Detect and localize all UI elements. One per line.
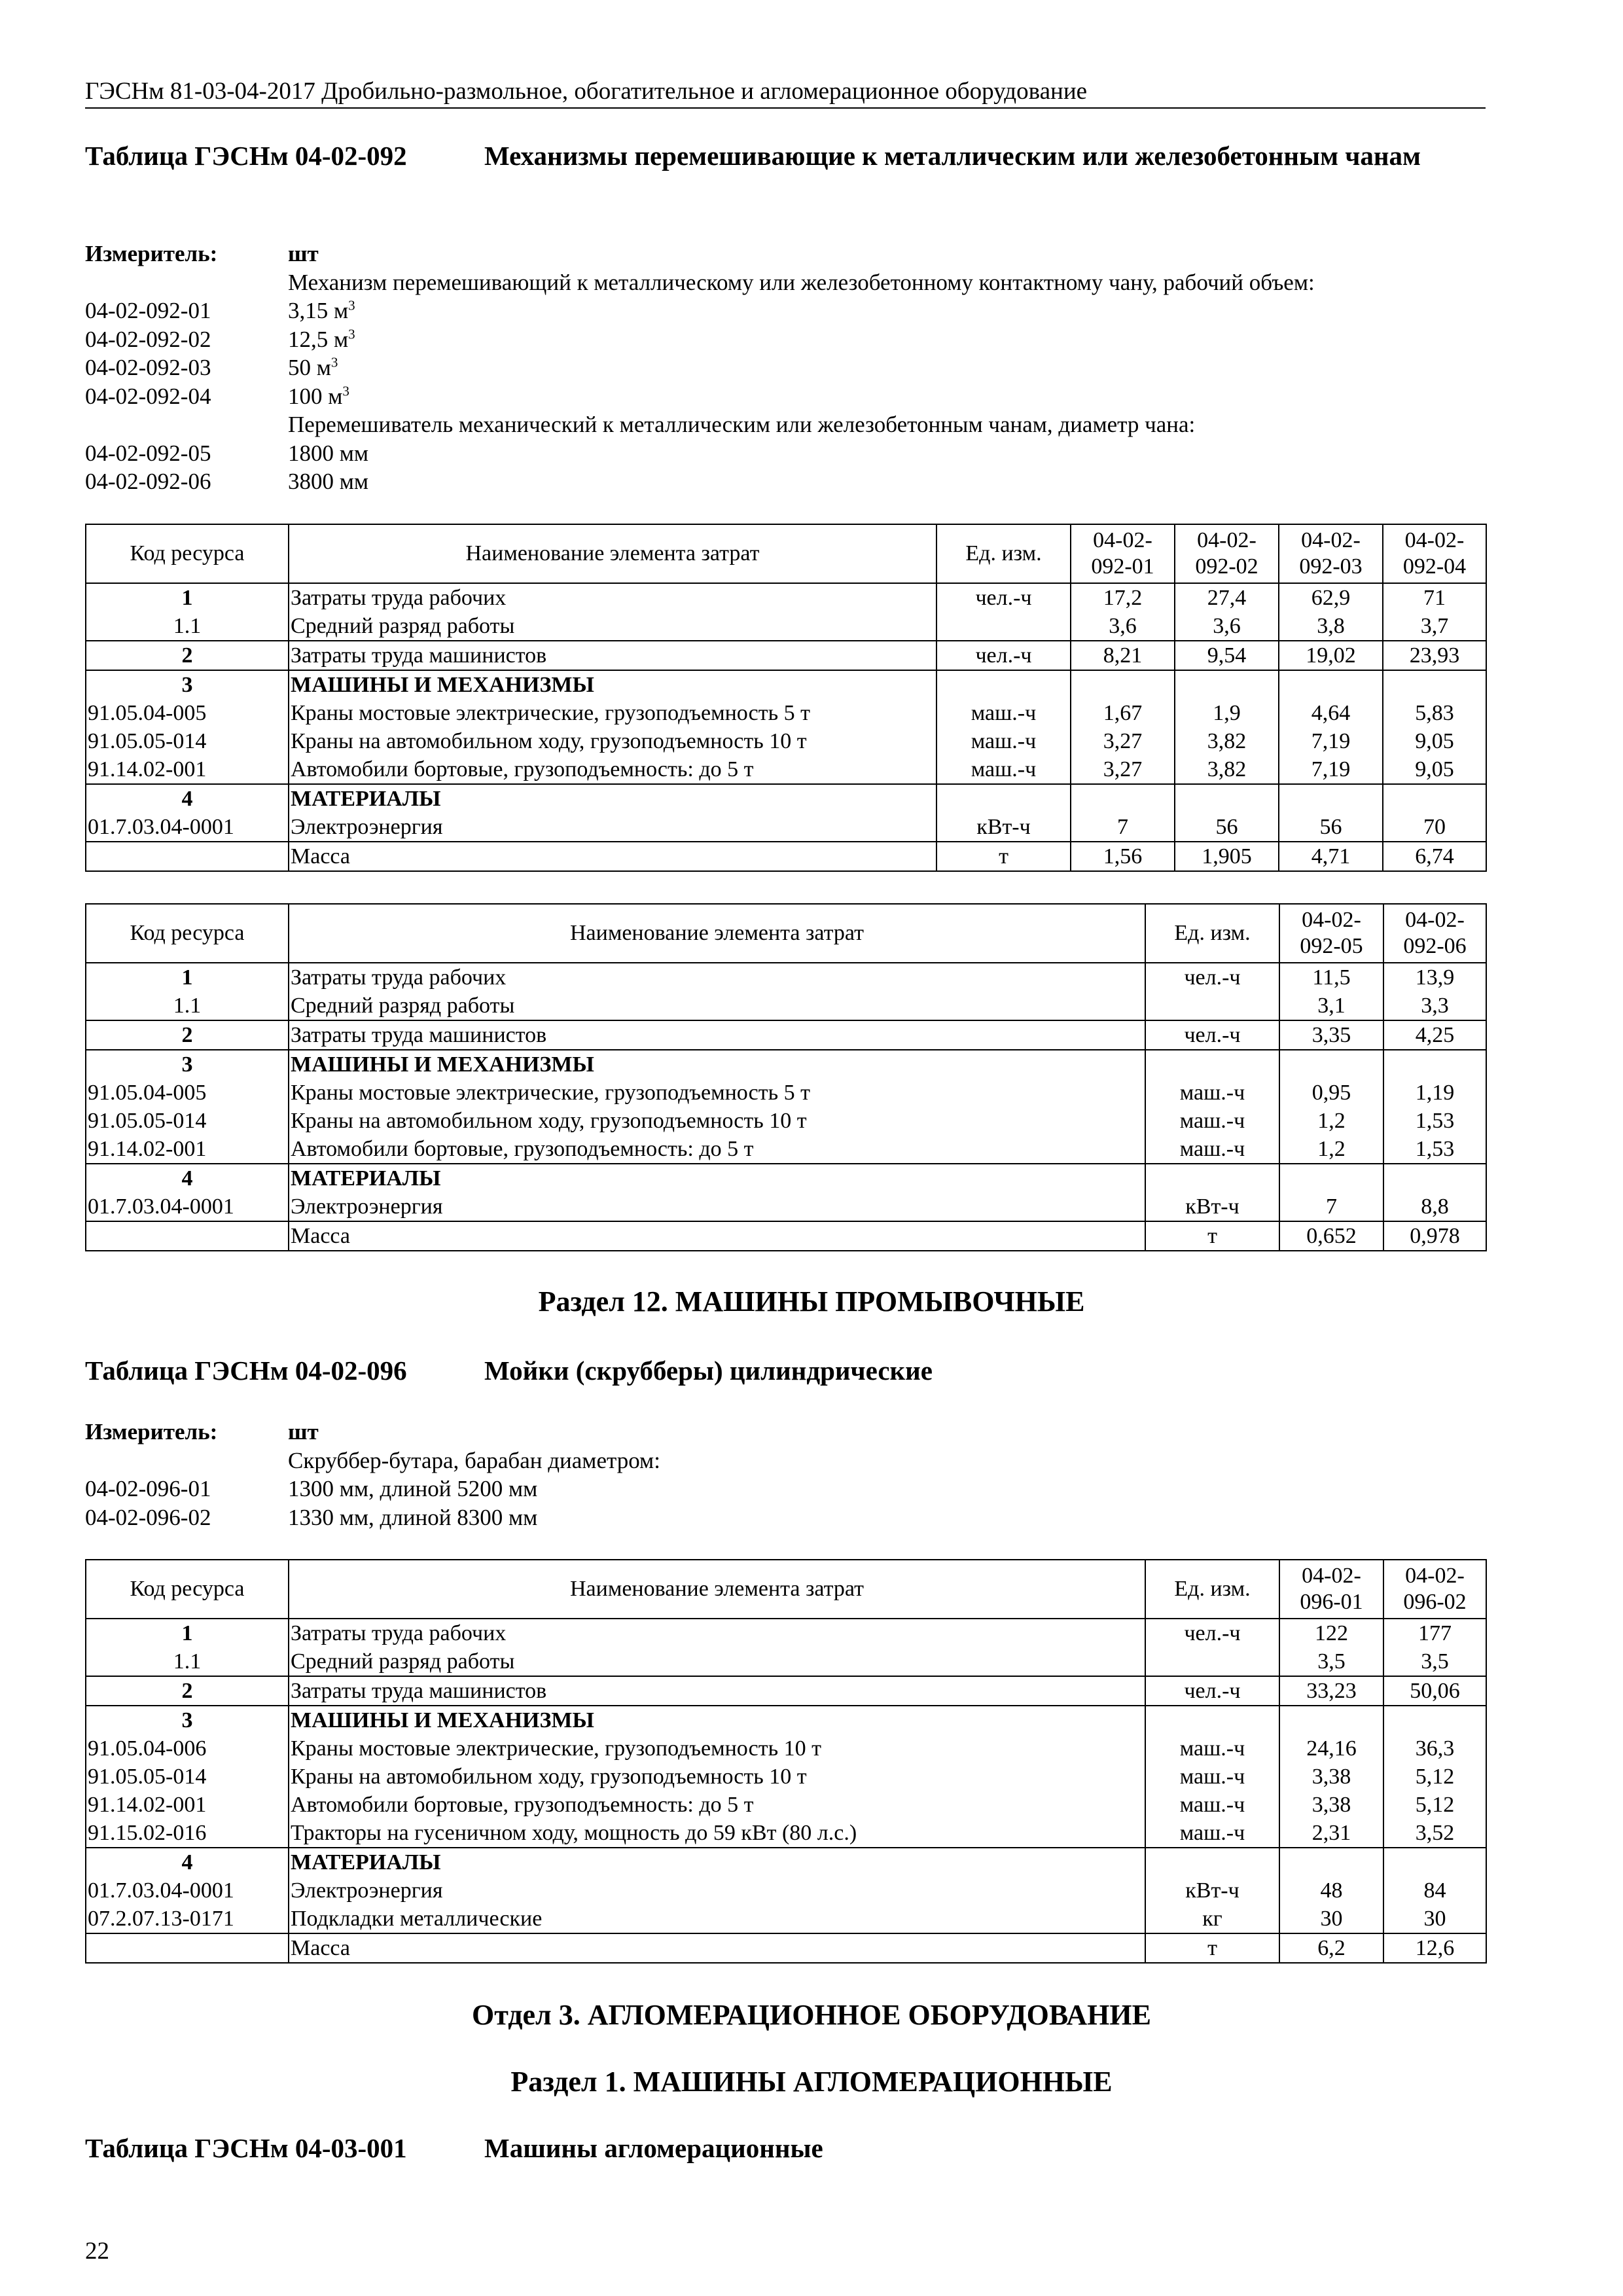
item-value: 1800 мм (288, 440, 369, 466)
table-row (86, 963, 1486, 992)
table-cell: 3 (86, 1706, 289, 1734)
section-heading: Раздел 12. МАШИНЫ ПРОМЫВОЧНЫЕ (538, 1285, 1085, 1318)
table-cell (1145, 1164, 1279, 1193)
table-cell: 3,38 (1279, 1791, 1383, 1819)
table-row (86, 1905, 1486, 1933)
table-cell: 4,71 (1279, 842, 1383, 871)
table-cell (1383, 1164, 1486, 1193)
table-cell: 3 (86, 670, 289, 699)
table-row (86, 1135, 1486, 1164)
table-cell: Электроэнергия (289, 813, 936, 842)
table-title-code: Таблица ГЭСНм 04-02-096 (85, 1355, 407, 1386)
table-cell (1175, 784, 1279, 813)
table-cell (1145, 1706, 1279, 1734)
table-cell: т (936, 842, 1071, 871)
table-cell: Краны на автомобильном ходу, грузоподъемность 10 т (289, 1763, 1145, 1791)
table-cell: 3,35 (1279, 1020, 1383, 1050)
table-cell: Электроэнергия (289, 1876, 1145, 1905)
column-header: Код ресурса (86, 904, 289, 963)
column-header: Ед. изм. (1145, 904, 1279, 963)
column-header: 04-02-092-03 (1279, 524, 1383, 583)
measure-description: Скруббер-бутара, барабан диаметром: (288, 1447, 660, 1473)
table-cell: чел.-ч (936, 641, 1071, 670)
table-cell: 91.05.04-006 (86, 1734, 289, 1763)
table-row (86, 1876, 1486, 1905)
table-cell: Автомобили бортовые, грузоподъемность: до 5 т (289, 1791, 1145, 1819)
measure-item (85, 439, 1499, 468)
table-row (86, 992, 1486, 1020)
table-cell: маш.-ч (1145, 1819, 1279, 1848)
table-cell: 3,82 (1175, 755, 1279, 784)
table-cell: 7 (1279, 1193, 1383, 1221)
table-cell: 91.05.04-005 (86, 1079, 289, 1107)
table-cell: 3,5 (1383, 1647, 1486, 1676)
table-cell (1279, 784, 1383, 813)
table-cell: 70 (1383, 813, 1486, 842)
page-number: 22 (85, 2238, 109, 2265)
table-title-code: Таблица ГЭСНм 04-02-092 (85, 141, 407, 171)
table-cell: 5,12 (1383, 1763, 1486, 1791)
table-cell: 1,53 (1383, 1107, 1486, 1135)
table-cell: 1.1 (86, 992, 289, 1020)
table-title-name: Мойки (скрубберы) цилиндрические (484, 1355, 933, 1386)
table-cell: 4,25 (1383, 1020, 1486, 1050)
table-cell: 2 (86, 1676, 289, 1706)
table-cell: МАТЕРИАЛЫ (289, 1164, 1145, 1193)
table-row (86, 583, 1486, 612)
table-cell: 3,3 (1383, 992, 1486, 1020)
table-cell: маш.-ч (936, 755, 1071, 784)
table-row (86, 755, 1486, 784)
table-cell: 56 (1279, 813, 1383, 842)
table-cell: 2 (86, 1020, 289, 1050)
table-cell: 7,19 (1279, 755, 1383, 784)
table-cell (1383, 784, 1486, 813)
measure-block-04-02-096 (85, 1418, 1499, 1532)
measure-label: Измеритель: (85, 1419, 218, 1444)
measure-item (85, 296, 1499, 325)
table-cell: Подкладки металлические (289, 1905, 1145, 1933)
measure-unit: шт (288, 241, 319, 266)
table-title-04-03-001 (85, 2131, 1499, 2168)
measure-unit: шт (288, 1419, 319, 1444)
table-row (86, 1107, 1486, 1135)
resource-table-092-01-04 (85, 524, 1487, 872)
table-cell (1279, 1848, 1383, 1876)
table-cell: маш.-ч (936, 727, 1071, 755)
table-cell (86, 842, 289, 871)
table-cell: 91.15.02-016 (86, 1819, 289, 1848)
table-title-04-02-092 (85, 139, 1499, 211)
table-row (86, 1706, 1486, 1734)
table-cell: 13,9 (1383, 963, 1486, 992)
item-value: 50 м (288, 355, 331, 380)
table-cell (86, 1933, 289, 1963)
table-cell: маш.-ч (1145, 1763, 1279, 1791)
table-cell: Затраты труда рабочих (289, 963, 1145, 992)
table-cell: Автомобили бортовые, грузоподъемность: до 5 т (289, 755, 936, 784)
table-cell: 27,4 (1175, 583, 1279, 612)
section-heading: Раздел 1. МАШИНЫ АГЛОМЕРАЦИОННЫЕ (510, 2066, 1113, 2098)
item-value: 3,15 м (288, 298, 349, 323)
table-cell: 7,19 (1279, 727, 1383, 755)
measure-block-04-02-092 (85, 240, 1499, 496)
table-title-name: Механизмы перемешивающие к металлическим или железобетонным чанам (484, 141, 1421, 171)
table-cell: 1,53 (1383, 1135, 1486, 1164)
table-cell: 91.14.02-001 (86, 1791, 289, 1819)
table-cell (936, 670, 1071, 699)
table-cell: Краны мостовые электрические, грузоподъемность 10 т (289, 1734, 1145, 1763)
table-header-row (86, 1560, 1486, 1619)
table-cell: 9,54 (1175, 641, 1279, 670)
table-cell: Затраты труда машинистов (289, 1676, 1145, 1706)
table-cell: 91.05.05-014 (86, 1763, 289, 1791)
table-cell: 4 (86, 784, 289, 813)
table-cell: 36,3 (1383, 1734, 1486, 1763)
table-header-row (86, 904, 1486, 963)
table-cell: Средний разряд работы (289, 612, 936, 641)
table-cell: Масса (289, 842, 936, 871)
measure-item (85, 382, 1499, 411)
table-cell (1279, 670, 1383, 699)
department-heading: Отдел 3. АГЛОМЕРАЦИОННОЕ ОБОРУДОВАНИЕ (472, 1999, 1151, 2031)
measure-description: Перемешиватель механический к металлическим или железобетонным чанам, диаметр чана: (288, 412, 1196, 437)
table-row (86, 1020, 1486, 1050)
table-cell: Средний разряд работы (289, 1647, 1145, 1676)
table-cell: 62,9 (1279, 583, 1383, 612)
table-row (86, 1647, 1486, 1676)
table-cell (1383, 670, 1486, 699)
table-cell: 9,05 (1383, 727, 1486, 755)
table-cell: Затраты труда машинистов (289, 641, 936, 670)
table-cell: 0,978 (1383, 1221, 1486, 1251)
table-cell: Тракторы на гусеничном ходу, мощность до 59 кВт (80 л.с.) (289, 1819, 1145, 1848)
table-cell: 9,05 (1383, 755, 1486, 784)
measure-label: Измеритель: (85, 241, 218, 266)
table-cell: маш.-ч (1145, 1079, 1279, 1107)
column-header: Наименование элемента затрат (289, 524, 936, 583)
column-header: Ед. изм. (936, 524, 1071, 583)
table-cell: чел.-ч (1145, 1020, 1279, 1050)
table-cell: 3,52 (1383, 1819, 1486, 1848)
resource-table-096 (85, 1559, 1487, 1964)
table-cell: 3,1 (1279, 992, 1383, 1020)
item-value: 3800 мм (288, 469, 369, 494)
table-cell: Автомобили бортовые, грузоподъемность: до 5 т (289, 1135, 1145, 1164)
table-cell: т (1145, 1221, 1279, 1251)
table-cell (1145, 1647, 1279, 1676)
table-cell: 177 (1383, 1619, 1486, 1647)
table-cell: 91.05.04-005 (86, 699, 289, 727)
table-cell: 1.1 (86, 1647, 289, 1676)
table-cell: 1 (86, 1619, 289, 1647)
table-cell: 50,06 (1383, 1676, 1486, 1706)
item-superscript: 3 (348, 325, 355, 342)
table-cell: 7 (1071, 813, 1175, 842)
table-cell: 1.1 (86, 612, 289, 641)
table-cell: 91.05.05-014 (86, 727, 289, 755)
table-cell: 1,56 (1071, 842, 1175, 871)
table-row (86, 813, 1486, 842)
table-cell: 30 (1279, 1905, 1383, 1933)
table-cell: 3,82 (1175, 727, 1279, 755)
table-row (86, 842, 1486, 871)
table-cell: 1,905 (1175, 842, 1279, 871)
table-cell: 91.14.02-001 (86, 755, 289, 784)
table-cell: 48 (1279, 1876, 1383, 1905)
table-cell: 1,2 (1279, 1107, 1383, 1135)
item-superscript: 3 (330, 354, 338, 370)
table-cell: 33,23 (1279, 1676, 1383, 1706)
table-cell: 0,95 (1279, 1079, 1383, 1107)
table-cell: 3,38 (1279, 1763, 1383, 1791)
table-cell: 3,6 (1175, 612, 1279, 641)
column-header: Ед. изм. (1145, 1560, 1279, 1619)
column-header: Наименование элемента затрат (289, 904, 1145, 963)
table-cell: маш.-ч (1145, 1135, 1279, 1164)
table-cell: Затраты труда рабочих (289, 1619, 1145, 1647)
table-cell: 3,8 (1279, 612, 1383, 641)
table-cell: Краны на автомобильном ходу, грузоподъемность 10 т (289, 727, 936, 755)
table-cell: МАШИНЫ И МЕХАНИЗМЫ (289, 1050, 1145, 1079)
table-cell: 2,31 (1279, 1819, 1383, 1848)
table-cell (1383, 1848, 1486, 1876)
resource-table-092-05-06 (85, 903, 1487, 1251)
table-cell: 3 (86, 1050, 289, 1079)
table-cell: 4 (86, 1848, 289, 1876)
table-cell: чел.-ч (1145, 963, 1279, 992)
table-cell (1279, 1706, 1383, 1734)
item-code: 04-02-096-02 (85, 1504, 211, 1530)
table-row (86, 784, 1486, 813)
item-code: 04-02-092-03 (85, 355, 211, 380)
item-value: 1330 мм, длиной 8300 мм (288, 1504, 538, 1530)
table-cell: 01.7.03.04-0001 (86, 1193, 289, 1221)
table-row (86, 1791, 1486, 1819)
table-row (86, 699, 1486, 727)
table-cell: Краны мостовые электрические, грузоподъемность 5 т (289, 1079, 1145, 1107)
table-cell: 1,67 (1071, 699, 1175, 727)
table-cell (936, 784, 1071, 813)
table-cell (1383, 1050, 1486, 1079)
table-cell: МАШИНЫ И МЕХАНИЗМЫ (289, 670, 936, 699)
table-cell: кВт-ч (1145, 1193, 1279, 1221)
table-cell: 91.05.05-014 (86, 1107, 289, 1135)
table-cell: Затраты труда машинистов (289, 1020, 1145, 1050)
measure-item (85, 467, 1499, 496)
item-code: 04-02-092-06 (85, 469, 211, 494)
table-cell: 01.7.03.04-0001 (86, 813, 289, 842)
table-cell: чел.-ч (1145, 1676, 1279, 1706)
table-cell: т (1145, 1933, 1279, 1963)
item-code: 04-02-092-01 (85, 298, 211, 323)
table-row (86, 1933, 1486, 1963)
table-cell: маш.-ч (936, 699, 1071, 727)
column-header: Наименование элемента затрат (289, 1560, 1145, 1619)
table-cell: 122 (1279, 1619, 1383, 1647)
table-cell: маш.-ч (1145, 1107, 1279, 1135)
item-value: 100 м (288, 383, 343, 409)
table-cell: 1,9 (1175, 699, 1279, 727)
table-cell: 24,16 (1279, 1734, 1383, 1763)
table-cell: 6,2 (1279, 1933, 1383, 1963)
table-cell: 11,5 (1279, 963, 1383, 992)
table-row (86, 1193, 1486, 1221)
table-cell (1071, 784, 1175, 813)
table-cell: Электроэнергия (289, 1193, 1145, 1221)
column-header: Код ресурса (86, 524, 289, 583)
table-cell: 8,8 (1383, 1193, 1486, 1221)
table-cell: 3,6 (1071, 612, 1175, 641)
column-header: 04-02-092-06 (1383, 904, 1486, 963)
table-cell: 2 (86, 641, 289, 670)
column-header: 04-02-092-02 (1175, 524, 1279, 583)
table-cell (1175, 670, 1279, 699)
table-row (86, 1848, 1486, 1876)
table-cell (86, 1221, 289, 1251)
table-cell: 6,74 (1383, 842, 1486, 871)
measure-item (85, 1503, 1499, 1532)
table-cell (1071, 670, 1175, 699)
measure-item (85, 325, 1499, 354)
table-cell: 23,93 (1383, 641, 1486, 670)
running-header: ГЭСНм 81-03-04-2017 Дробильно-размольное, обогатительное и агломерационное оборудование (85, 77, 1486, 109)
table-cell (1145, 1848, 1279, 1876)
table-row (86, 1763, 1486, 1791)
table-cell (1383, 1706, 1486, 1734)
table-cell (1279, 1050, 1383, 1079)
table-cell: чел.-ч (936, 583, 1071, 612)
table-cell: 71 (1383, 583, 1486, 612)
table-cell: 3,7 (1383, 612, 1486, 641)
table-row (86, 727, 1486, 755)
table-title-name: Машины агломерационные (484, 2133, 823, 2163)
table-cell: 1,2 (1279, 1135, 1383, 1164)
table-cell: маш.-ч (1145, 1791, 1279, 1819)
item-code: 04-02-092-05 (85, 440, 211, 466)
column-header: 04-02-092-05 (1279, 904, 1383, 963)
table-cell: 0,652 (1279, 1221, 1383, 1251)
item-value: 12,5 м (288, 326, 349, 352)
item-superscript: 3 (348, 297, 355, 314)
table-cell: Масса (289, 1221, 1145, 1251)
table-cell: 19,02 (1279, 641, 1383, 670)
table-cell: 8,21 (1071, 641, 1175, 670)
table-cell (1279, 1164, 1383, 1193)
table-row (86, 1050, 1486, 1079)
table-cell: 17,2 (1071, 583, 1175, 612)
table-cell: МАШИНЫ И МЕХАНИЗМЫ (289, 1706, 1145, 1734)
table-row (86, 1221, 1486, 1251)
table-cell: Средний разряд работы (289, 992, 1145, 1020)
table-cell: 1,19 (1383, 1079, 1486, 1107)
table-title-code: Таблица ГЭСНм 04-03-001 (85, 2133, 407, 2163)
table-row (86, 670, 1486, 699)
item-value: 1300 мм, длиной 5200 мм (288, 1476, 538, 1501)
table-cell: 12,6 (1383, 1933, 1486, 1963)
table-cell: 3,27 (1071, 755, 1175, 784)
table-cell: кВт-ч (1145, 1876, 1279, 1905)
item-code: 04-02-096-01 (85, 1476, 211, 1501)
table-cell: 30 (1383, 1905, 1486, 1933)
table-row (86, 1164, 1486, 1193)
column-header: Код ресурса (86, 1560, 289, 1619)
table-cell: 1 (86, 583, 289, 612)
table-cell: МАТЕРИАЛЫ (289, 1848, 1145, 1876)
measure-item (85, 1475, 1499, 1503)
table-header-row (86, 524, 1486, 583)
table-row (86, 1619, 1486, 1647)
table-cell: Масса (289, 1933, 1145, 1963)
table-cell: 01.7.03.04-0001 (86, 1876, 289, 1905)
table-cell: 1 (86, 963, 289, 992)
table-cell: кг (1145, 1905, 1279, 1933)
table-cell: маш.-ч (1145, 1734, 1279, 1763)
table-cell (936, 612, 1071, 641)
table-cell: 91.14.02-001 (86, 1135, 289, 1164)
column-header: 04-02-092-04 (1383, 524, 1486, 583)
item-code: 04-02-092-04 (85, 383, 211, 409)
table-row (86, 1819, 1486, 1848)
table-cell: 4,64 (1279, 699, 1383, 727)
table-cell: кВт-ч (936, 813, 1071, 842)
measure-description: Механизм перемешивающий к металлическому или железобетонному контактному чану, рабочий объем: (288, 269, 1315, 295)
table-cell: 4 (86, 1164, 289, 1193)
column-header: 04-02-096-01 (1279, 1560, 1383, 1619)
column-header: 04-02-096-02 (1383, 1560, 1486, 1619)
table-cell: 5,12 (1383, 1791, 1486, 1819)
column-header: 04-02-092-01 (1071, 524, 1175, 583)
table-cell: Краны на автомобильном ходу, грузоподъемность 10 т (289, 1107, 1145, 1135)
table-cell: чел.-ч (1145, 1619, 1279, 1647)
table-cell: Затраты труда рабочих (289, 583, 936, 612)
table-row (86, 1676, 1486, 1706)
table-row (86, 612, 1486, 641)
table-cell: 3,5 (1279, 1647, 1383, 1676)
table-cell: 07.2.07.13-0171 (86, 1905, 289, 1933)
table-cell (1145, 992, 1279, 1020)
table-cell: Краны мостовые электрические, грузоподъемность 5 т (289, 699, 936, 727)
table-cell: 3,27 (1071, 727, 1175, 755)
item-superscript: 3 (342, 382, 349, 399)
table-cell: МАТЕРИАЛЫ (289, 784, 936, 813)
table-cell: 56 (1175, 813, 1279, 842)
table-cell (1145, 1050, 1279, 1079)
item-code: 04-02-092-02 (85, 326, 211, 352)
table-row (86, 1079, 1486, 1107)
table-cell: 84 (1383, 1876, 1486, 1905)
table-row (86, 641, 1486, 670)
table-cell: 5,83 (1383, 699, 1486, 727)
table-row (86, 1734, 1486, 1763)
measure-item (85, 353, 1499, 382)
table-title-04-02-096 (85, 1354, 1499, 1390)
